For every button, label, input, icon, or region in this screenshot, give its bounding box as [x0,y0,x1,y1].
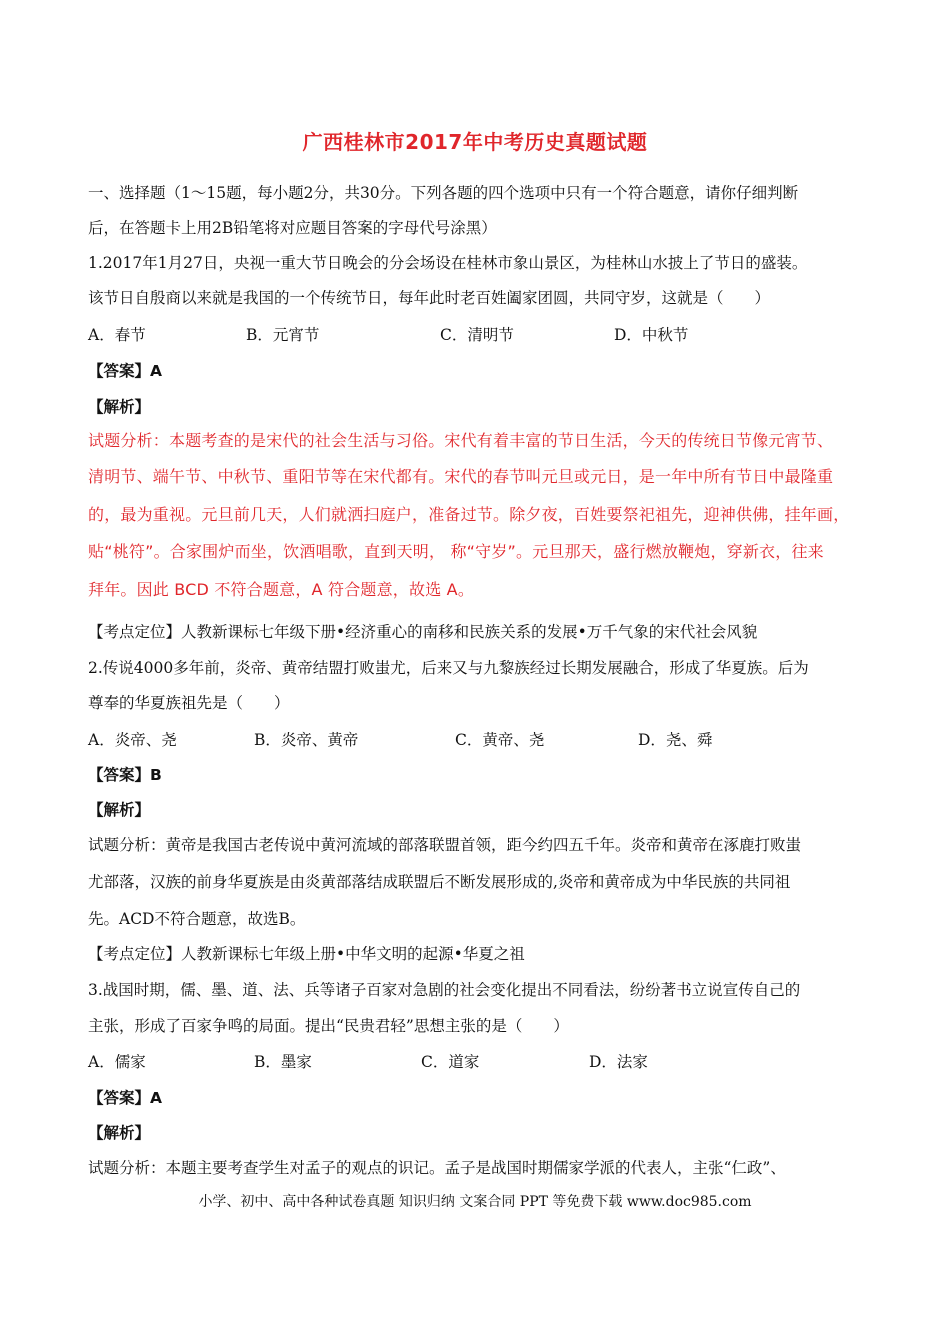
question-3-option-d: D．法家 [589,1053,648,1071]
question-2-analysis-label: 【解析】 [88,801,151,819]
question-3-answer: 【答案】A [88,1089,162,1107]
question-3-stem: 主张，形成了百家争鸣的局面。提出“民贵君轻”思想主张的是（ ） [88,1017,569,1035]
question-2-point: 【考点定位】人教新课标七年级上册•中华文明的起源•华夏之祖 [88,945,525,963]
question-2-answer: 【答案】B [88,766,162,784]
question-2-analysis: 尤部落，汉族的前身华夏族是由炎黄部落结成联盟后不断发展形成的,炎帝和黄帝成为中华民族的共同祖 [88,873,791,891]
question-2-stem: 尊奉的华夏族祖先是（ ） [88,694,290,712]
question-1-option-b: B．元宵节 [246,326,320,344]
page-title: 广西桂林市2017年中考历史真题试题 [302,130,648,154]
question-3-analysis: 试题分析：本题主要考查学生对孟子的观点的识记。孟子是战国时期儒家学派的代表人，主张“仁政”、 [88,1159,786,1177]
question-2-option-b: B．炎帝、黄帝 [254,731,359,749]
question-3-stem: 3.战国时期，儒、墨、道、法、兵等诸子百家对急剧的社会变化提出不同看法，纷纷著书立说宣传自己的 [88,981,801,999]
question-1-stem: 该节日自殷商以来就是我国的一个传统节日，每年此时老百姓阖家团圆，共同守岁，这就是（ ） [88,289,771,307]
intro-line: 一、选择题（1～15题，每小题2分，共30分。下列各题的四个选项中只有一个符合题意，请你仔细判断 [88,184,799,202]
question-2-option-a: A．炎帝、尧 [88,731,177,749]
question-2-option-d: D．尧、舜 [638,731,713,749]
question-2-stem: 2.传说4000多年前，炎帝、黄帝结盟打败蚩尤，后来又与九黎族经过长期发展融合，形成了华夏族。后为 [88,659,809,677]
question-1-analysis: 清明节、端午节、中秋节、重阳节等在宋代都有。宋代的春节叫元旦或元日，是一年中所有节日中最隆重 [88,467,834,486]
question-1-analysis: 试题分析：本题考查的是宋代的社会生活与习俗。宋代有着丰富的节日生活，今天的传统日节像元宵节、 [88,431,834,450]
question-1-option-d: D．中秋节 [614,326,689,344]
question-2-option-c: C．黄帝、尧 [455,731,545,749]
question-1-option-a: A．春节 [88,326,146,344]
page-footer: 小学、初中、高中各种试卷真题 知识归纳 文案合同 PPT 等免费下载 www.doc985.com [198,1194,752,1210]
question-2-analysis: 先。ACD不符合题意，故选B。 [88,910,306,928]
question-1-point: 【考点定位】人教新课标七年级下册•经济重心的南移和民族关系的发展•万千气象的宋代社会风貌 [88,623,758,641]
question-1-analysis-label: 【解析】 [88,398,151,416]
question-1-analysis: 拜年。因此 BCD 不符合题意，A 符合题意，故选 A。 [88,580,475,599]
question-3-analysis-label: 【解析】 [88,1124,151,1142]
intro-line: 后，在答题卡上用2B铅笔将对应题目答案的字母代号涂黑） [88,219,497,237]
question-1-analysis: 贴“桃符”。合家围炉而坐，饮酒唱歌，直到天明， 称“守岁”。元旦那天，盛行燃放鞭炮，穿新衣，往来 [88,542,824,561]
question-1-answer: 【答案】A [88,362,162,380]
question-3-option-a: A．儒家 [88,1053,146,1071]
question-1-option-c: C．清明节 [440,326,514,344]
question-3-option-b: B．墨家 [254,1053,312,1071]
question-2-analysis: 试题分析：黄帝是我国古老传说中黄河流域的部落联盟首领，距今约四五千年。炎帝和黄帝在涿鹿打败蚩 [88,836,802,854]
question-1-analysis: 的，最为重视。元旦前几天，人们就洒扫庭户，准备过节。除夕夜，百姓要祭祀祖先，迎神供佛，挂年画， [88,505,850,524]
question-1-stem: 1.2017年1月27日，央视一重大节日晚会的分会场设在桂林市象山景区，为桂林山水披上了节日的盛装。 [88,254,808,272]
question-3-option-c: C．道家 [421,1053,480,1071]
